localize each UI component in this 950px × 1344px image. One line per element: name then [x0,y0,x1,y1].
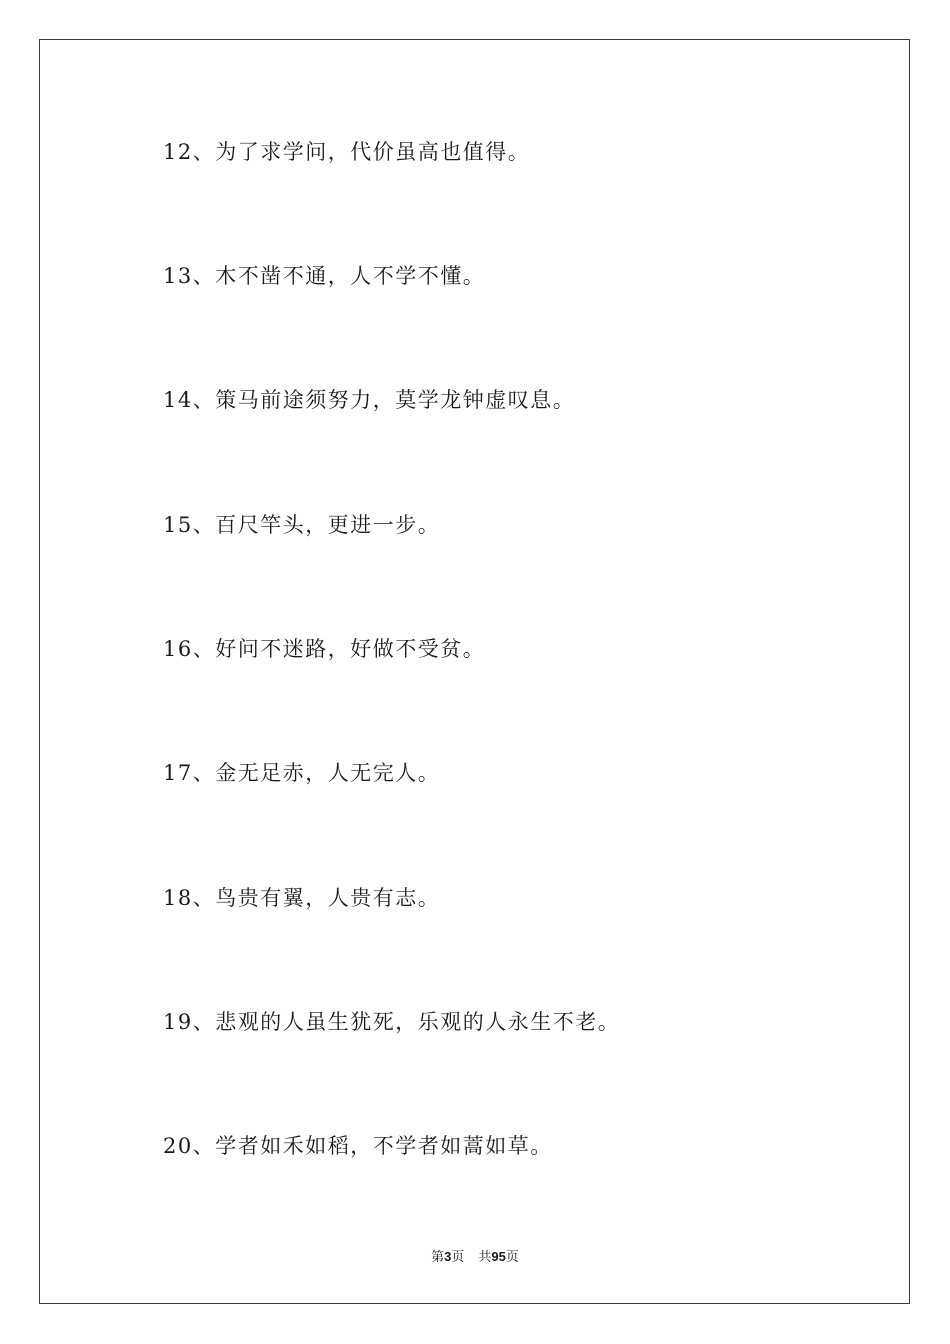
quote-item [163,634,485,664]
quote-text: 、金无足赤，人无完人。 [192,761,441,785]
total-prefix: 共 [478,1250,492,1265]
page-number: 3 [444,1249,452,1264]
quote-number: 16 [163,637,193,661]
quote-number: 17 [163,761,193,785]
quote-item [163,1131,553,1161]
quote-item [163,261,485,291]
quote-number: 13 [163,264,193,288]
quote-item [163,1007,620,1037]
page-suffix: 页 [451,1250,465,1265]
page-prefix: 第 [431,1250,445,1265]
quote-number: 15 [163,513,193,537]
quote-text: 、百尺竿头，更进一步。 [192,513,441,537]
total-pages: 95 [491,1249,506,1264]
quote-number: 14 [163,388,193,412]
page-border [39,39,910,1304]
quote-item [163,883,440,913]
quote-text: 、学者如禾如稻，不学者如蒿如草。 [192,1134,553,1158]
total-suffix: 页 [505,1250,519,1265]
quote-text: 、策马前途须努力，莫学龙钟虚叹息。 [192,388,576,412]
quote-item [163,510,440,540]
quote-number: 20 [163,1134,193,1158]
quote-item [163,385,575,415]
quote-text: 、为了求学问，代价虽高也值得。 [192,140,531,164]
quote-text: 、鸟贵有翼，人贵有志。 [192,886,441,910]
quote-item [163,137,530,167]
quote-text: 、木不凿不通，人不学不懂。 [192,264,486,288]
quote-text: 、悲观的人虽生犹死，乐观的人永生不老。 [192,1010,621,1034]
page-footer [0,1247,950,1268]
quote-text: 、好问不迷路，好做不受贫。 [192,637,486,661]
quote-item [163,758,440,788]
quote-number: 19 [163,1010,193,1034]
quote-number: 18 [163,886,193,910]
quote-number: 12 [163,140,193,164]
